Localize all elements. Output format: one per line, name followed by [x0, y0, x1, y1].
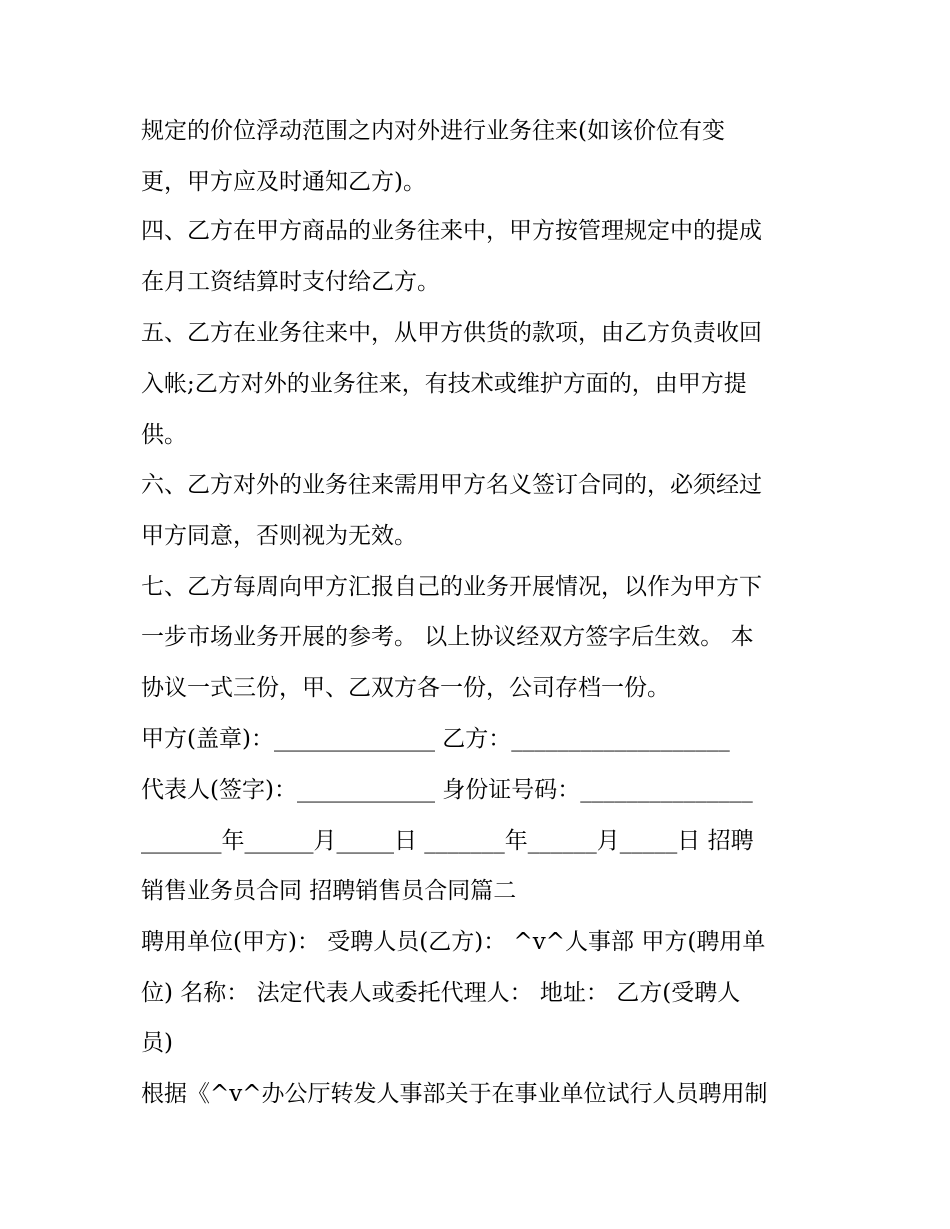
signature-line-party: 甲方(盖章)：______________ 乙方：___________________	[141, 726, 730, 752]
text-line: 四、乙方在甲方商品的业务往来中，甲方按管理规定中的提成	[141, 218, 762, 244]
text-line: 五、乙方在业务往来中，从甲方供货的款项，由乙方负责收回	[141, 320, 762, 346]
text-line: 入帐;乙方对外的业务往来，有技术或维护方面的，由甲方提	[141, 371, 747, 397]
section-title: 销售业务员合同 招聘销售员合同篇二	[141, 878, 517, 904]
text-line: 员)	[141, 1030, 173, 1056]
text-line: 在月工资结算时支付给乙方。	[141, 269, 440, 295]
text-line: 位) 名称： 法定代表人或委托代理人： 地址： 乙方(受聘人	[141, 980, 741, 1006]
text-line: 一步市场业务开展的参考。 以上协议经双方签字后生效。 本	[141, 624, 754, 650]
date-line: _______年______月_____日 _______年______月_____日 招聘	[141, 828, 754, 854]
text-line: 更，甲方应及时通知乙方)。	[141, 169, 426, 195]
text-line: 规定的价位浮动范围之内对外进行业务往来(如该价位有变	[141, 118, 725, 144]
text-line: 甲方同意，否则视为无效。	[141, 523, 417, 549]
text-line: 聘用单位(甲方)： 受聘人员(乙方)： ^v^人事部 甲方(聘用单	[141, 929, 766, 955]
text-line: 七、乙方每周向甲方汇报自己的业务开展情况，以作为甲方下	[141, 574, 762, 600]
text-line: 六、乙方对外的业务往来需用甲方名义签订合同的，必须经过	[141, 472, 762, 498]
text-line: 根据《^v^办公厅转发人事部关于在事业单位试行人员聘用制	[141, 1081, 768, 1107]
text-line: 协议一式三份，甲、乙双方各一份，公司存档一份。	[141, 675, 670, 701]
text-line: 供。	[141, 422, 187, 448]
signature-line-representative: 代表人(签字)：____________ 身份证号码：_______________	[141, 777, 753, 803]
